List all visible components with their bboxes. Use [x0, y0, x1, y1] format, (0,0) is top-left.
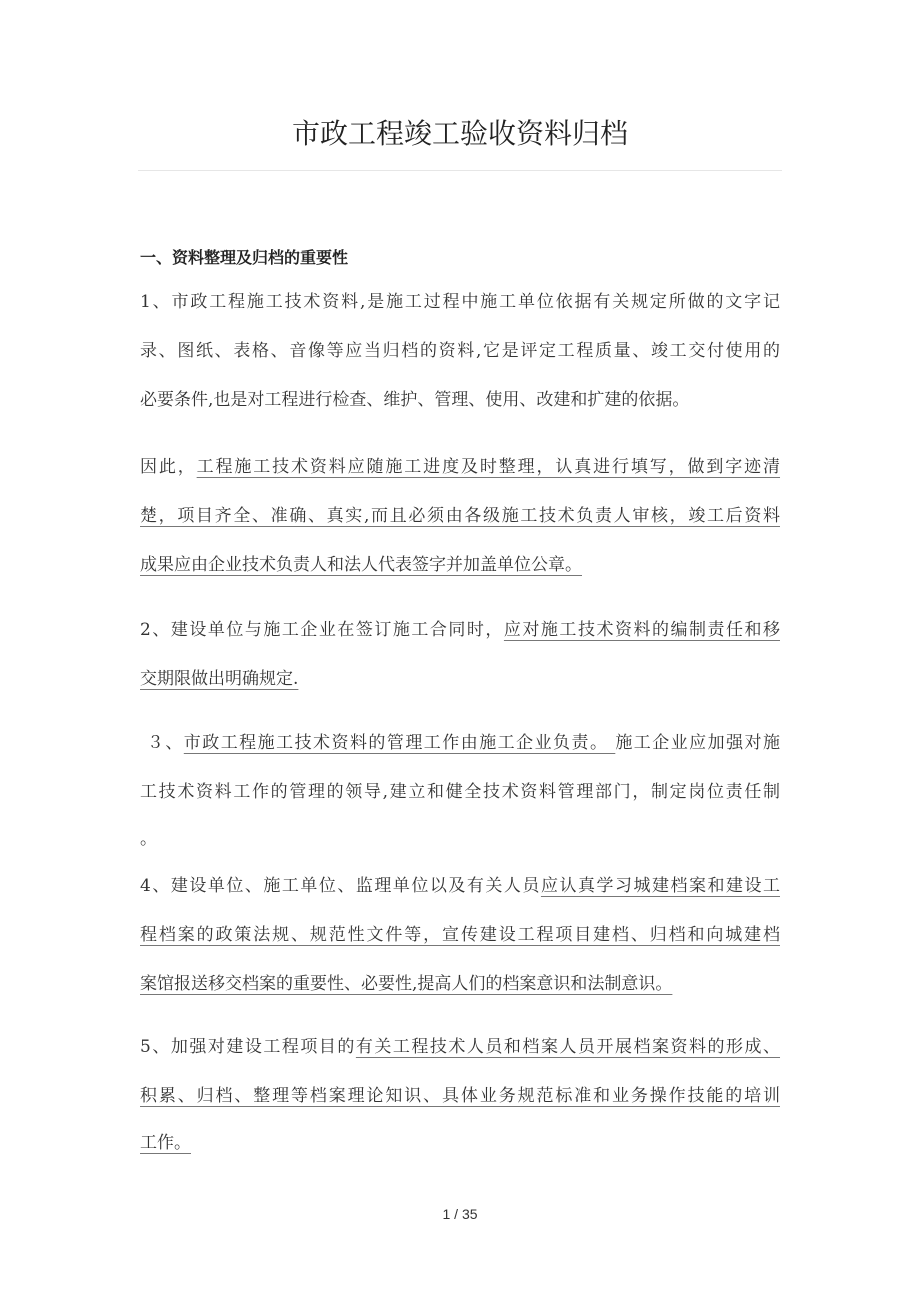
- paragraph-4: [140, 719, 780, 861]
- page-number: 1 / 35: [442, 1206, 478, 1222]
- plain-text: 施工企业应加强对施: [615, 733, 781, 753]
- text-line: [140, 960, 780, 1009]
- plain-text: 5、加强对建设工程项目的: [140, 1037, 356, 1057]
- text-line: [140, 719, 780, 768]
- underlined-text: 交期限做出明确规定.: [140, 669, 299, 689]
- underlined-text: 应对施工技术资料的编制责任和移: [503, 620, 780, 640]
- text-line: [140, 1121, 780, 1165]
- section-heading: 一、资料整理及归档的重要性: [140, 248, 349, 267]
- underlined-text: 工程施工技术资料应随施工进度及时整理，认真进行填写，做到字迹清: [196, 457, 781, 477]
- paragraph-5: [140, 862, 780, 1009]
- text-line: [140, 492, 780, 541]
- text-line: 。: [140, 829, 157, 849]
- underlined-text: 积累、归档、整理等档案理论知识、具体业务规范标准和业务操作技能的培训: [140, 1086, 780, 1106]
- underlined-text: 市政工程施工技术资料的管理工作由施工企业负责。: [183, 733, 616, 753]
- paragraph-6: [140, 1023, 780, 1165]
- plain-text: 4、建设单位、施工单位、监理单位以及有关人员: [140, 876, 541, 896]
- underlined-text: 有关工程技术人员和档案人员开展档案资料的形成、: [355, 1037, 781, 1057]
- text-line: [140, 1023, 780, 1072]
- underlined-text: 楚，项目齐全、准确、真实,而且必须由各级施工技术负责人审核，竣工后资料: [140, 506, 780, 526]
- text-line: [140, 1072, 780, 1121]
- underlined-text: 程档案的政策法规、规范性文件等，宣传建设工程项目建档、归档和向城建档: [140, 925, 780, 945]
- text-line: [140, 655, 780, 704]
- plain-text: 2、建设单位与施工企业在签订施工合同时，: [140, 620, 504, 640]
- underlined-text: 应认真学习城建档案和建设工: [540, 876, 780, 896]
- text-line: [140, 606, 780, 655]
- text-line: 必要条件,也是对工程进行检查、维护、管理、使用、改建和扩建的依据。: [140, 390, 690, 410]
- plain-text: ３、: [140, 733, 184, 753]
- document-title: 市政工程竣工验收资料归档: [291, 117, 628, 150]
- underlined-text: 案馆报送移交档案的重要性、必要性,提高人们的档案意识和法制意识。: [140, 974, 673, 994]
- text-line: [140, 862, 780, 911]
- underlined-text: 工作。: [140, 1133, 191, 1153]
- paragraph-1: [140, 278, 780, 425]
- underlined-text: 成果应由企业技术负责人和法人代表签字并加盖单位公章。: [140, 555, 582, 575]
- text-line: [140, 443, 780, 492]
- paragraph-3: [140, 606, 780, 704]
- text-line: 工技术资料工作的管理的领导,建立和健全技术资料管理部门，制定岗位责任制: [140, 782, 780, 802]
- text-line: [140, 911, 780, 960]
- plain-text: 因此，: [140, 457, 197, 477]
- title-divider: [138, 170, 782, 171]
- text-line: 1、市政工程施工技术资料,是施工过程中施工单位依据有关规定所做的文字记: [140, 292, 780, 312]
- text-line: [140, 541, 780, 590]
- paragraph-2: [140, 443, 780, 590]
- text-line: 录、图纸、表格、音像等应当归档的资料,它是评定工程质量、竣工交付使用的: [140, 341, 780, 361]
